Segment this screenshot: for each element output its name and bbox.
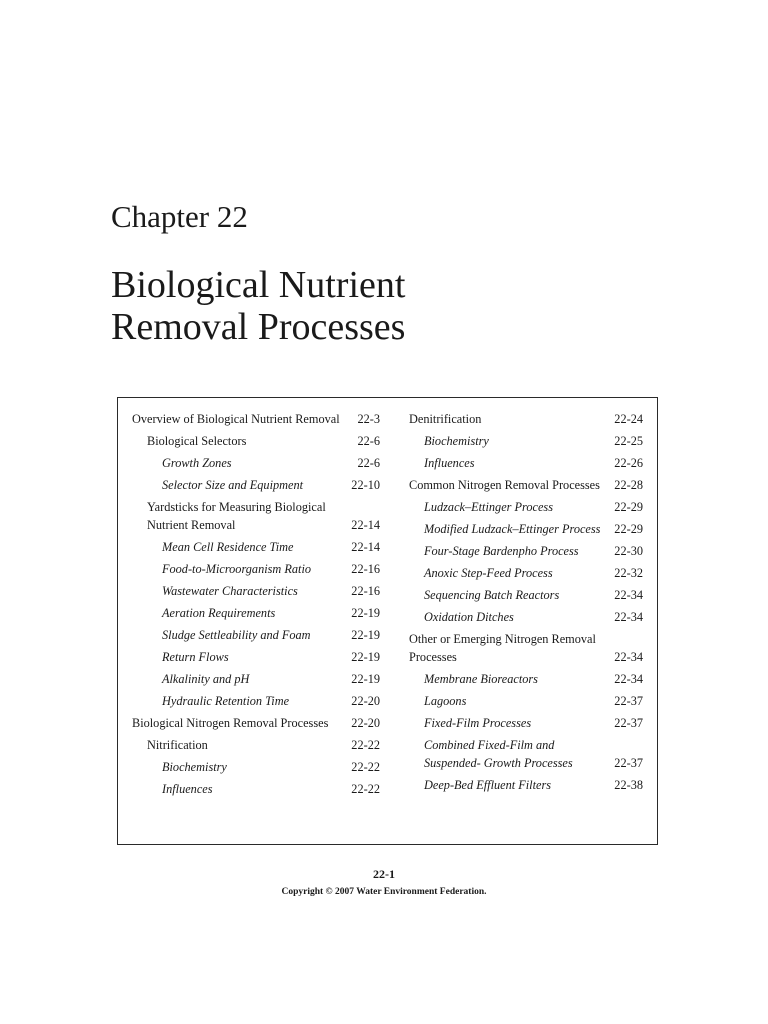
toc-entry-title: Hydraulic Retention Time (162, 694, 290, 708)
toc-entry (409, 564, 643, 582)
toc-entry-title: Denitrification (409, 412, 482, 426)
toc-entry (409, 432, 643, 450)
toc-left-column (132, 410, 380, 798)
toc-entry (132, 582, 380, 600)
toc-entry-title: Common Nitrogen Removal Processes (409, 478, 600, 492)
toc-entry (409, 498, 643, 516)
toc-entry-page: 22-24 (614, 412, 643, 426)
toc-entry-page: 22-37 (614, 694, 643, 708)
toc-entry-title: Wastewater Characteristics (162, 584, 298, 598)
toc-entry-page: 22-14 (351, 518, 380, 532)
toc-entry-page: 22-14 (351, 540, 380, 554)
toc-entry (132, 538, 380, 556)
toc-entry-page: 22-37 (614, 756, 643, 770)
toc-entry-page: 22-22 (351, 782, 380, 796)
toc-entry-title: Nitrification (147, 738, 208, 752)
toc-entry (132, 626, 380, 644)
toc-entry-page: 22-28 (614, 478, 643, 492)
toc-right-column (409, 410, 643, 794)
toc-entry-title: Mean Cell Residence Time (162, 540, 294, 554)
toc-entry-page: 22-29 (614, 522, 643, 536)
toc-entry-page: 22-19 (351, 672, 380, 686)
toc-entry-page: 22-16 (351, 584, 380, 598)
toc-entry-title: Growth Zones (162, 456, 232, 470)
toc-entry (132, 648, 380, 666)
toc-entry-title: Modified Ludzack–Ettinger Process (424, 522, 601, 536)
toc-entry (132, 692, 380, 710)
toc-entry-page: 22-20 (351, 716, 380, 730)
toc-entry-page: 22-20 (351, 694, 380, 708)
toc-entry (409, 586, 643, 604)
chapter-title-line-2: Removal Processes (111, 306, 406, 348)
toc-entry-title: Biochemistry (424, 434, 489, 448)
toc-entry (409, 542, 643, 560)
page-number: 22-1 (373, 867, 395, 881)
toc-entry-title: Combined Fixed-Film and Suspended- Growth Processes (424, 738, 573, 770)
chapter-number: Chapter 22 (111, 199, 248, 234)
toc-entry-page: 22-34 (614, 672, 643, 686)
toc-entry (132, 432, 380, 450)
toc-entry (132, 780, 380, 798)
toc-entry-title: Influences (162, 782, 213, 796)
toc-entry-page: 22-29 (614, 500, 643, 514)
toc-entry-page: 22-26 (614, 456, 643, 470)
chapter-title (111, 264, 405, 348)
toc-entry-page: 22-19 (351, 650, 380, 664)
toc-entry (132, 670, 380, 688)
toc-entry-title: Influences (424, 456, 475, 470)
toc-entry (132, 714, 380, 732)
toc-entry-page: 22-37 (614, 716, 643, 730)
toc-entry-title: Ludzack–Ettinger Process (424, 500, 553, 514)
chapter-title-line-1: Biological Nutrient (111, 264, 406, 306)
toc-entry-title: Other or Emerging Nitrogen Removal Processes (409, 632, 596, 664)
toc-entry-page: 22-34 (614, 588, 643, 602)
toc-entry (409, 608, 643, 626)
toc-entry-title: Alkalinity and pH (162, 672, 250, 686)
toc-entry-title: Oxidation Ditches (424, 610, 514, 624)
toc-entry (409, 410, 643, 428)
toc-entry-title: Selector Size and Equipment (162, 478, 304, 492)
toc-entry-title: Four-Stage Bardenpho Process (424, 544, 579, 558)
toc-entry-title: Biological Selectors (147, 434, 247, 448)
toc-entry-page: 22-6 (357, 456, 380, 470)
toc-entry (132, 454, 380, 472)
toc-entry-title: Yardsticks for Measuring Biological Nutrient Removal (147, 500, 326, 532)
toc-entry (132, 410, 380, 428)
toc-entry-title: Membrane Bioreactors (424, 672, 538, 686)
toc-entry (409, 714, 643, 732)
toc-entry-page: 22-34 (614, 610, 643, 624)
toc-entry (132, 476, 380, 494)
toc-entry-page: 22-19 (351, 606, 380, 620)
toc-entry-title: Sludge Settleability and Foam (162, 628, 311, 642)
toc-entry-title: Anoxic Step-Feed Process (424, 566, 553, 580)
toc-entry-page: 22-19 (351, 628, 380, 642)
toc-entry-title: Aeration Requirements (162, 606, 276, 620)
toc-entry-page: 22-32 (614, 566, 643, 580)
toc-entry-title: Lagoons (424, 694, 467, 708)
toc-entry-page: 22-10 (351, 478, 380, 492)
toc-entry-page: 22-25 (614, 434, 643, 448)
table-of-contents (117, 397, 658, 845)
toc-entry (409, 736, 643, 772)
toc-entry-title: Sequencing Batch Reactors (424, 588, 560, 602)
toc-entry-title: Fixed-Film Processes (424, 716, 532, 730)
toc-entry-page: 22-3 (357, 412, 380, 426)
toc-entry (409, 520, 643, 538)
toc-entry (132, 498, 380, 534)
toc-entry (409, 476, 643, 494)
toc-entry-title: Food-to-Microorganism Ratio (162, 562, 312, 576)
toc-entry-page: 22-22 (351, 760, 380, 774)
toc-entry-title: Overview of Biological Nutrient Removal (132, 412, 340, 426)
toc-entry-page: 22-34 (614, 650, 643, 664)
toc-entry (132, 560, 380, 578)
toc-entry-page: 22-22 (351, 738, 380, 752)
toc-entry (132, 604, 380, 622)
toc-entry-page: 22-30 (614, 544, 643, 558)
toc-entry (409, 670, 643, 688)
toc-entry (409, 776, 643, 794)
toc-entry-title: Return Flows (162, 650, 229, 664)
toc-entry (409, 454, 643, 472)
toc-entry-title: Biological Nitrogen Removal Processes (132, 716, 329, 730)
toc-entry (132, 736, 380, 754)
toc-entry-title: Biochemistry (162, 760, 227, 774)
toc-entry-page: 22-38 (614, 778, 643, 792)
toc-entry-page: 22-6 (357, 434, 380, 448)
toc-entry (132, 758, 380, 776)
toc-entry (409, 692, 643, 710)
toc-entry-title: Deep-Bed Effluent Filters (424, 778, 552, 792)
toc-entry-page: 22-16 (351, 562, 380, 576)
copyright-notice: Copyright © 2007 Water Environment Federation. (281, 887, 487, 897)
toc-entry (409, 630, 643, 666)
